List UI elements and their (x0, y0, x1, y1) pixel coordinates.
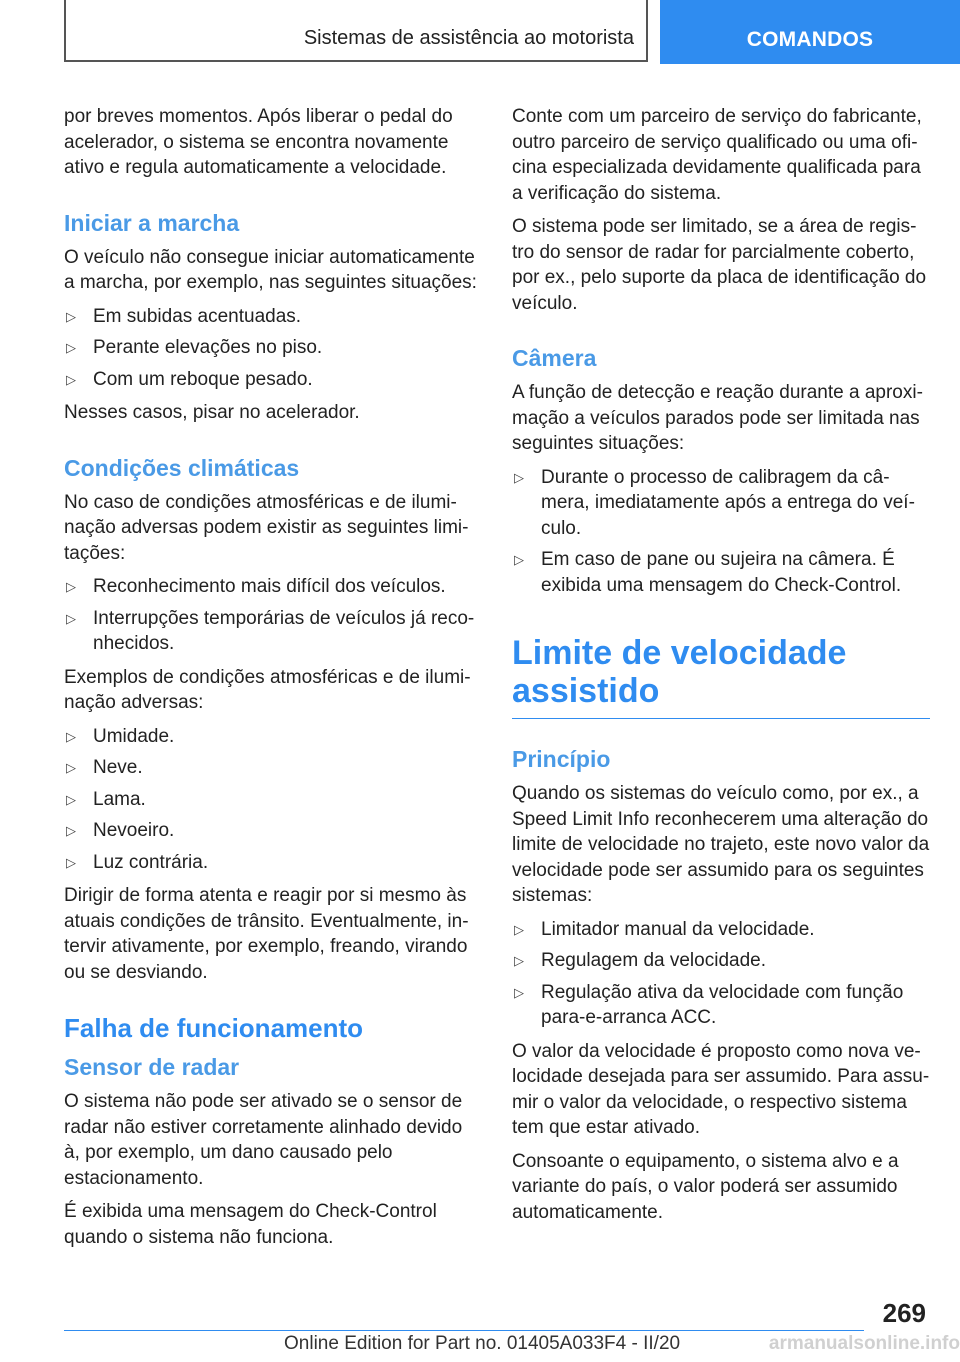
weather-paragraph: No caso de condições atmosféricas e de iluminação adversas podem existir as seguintes limitações: (64, 491, 469, 564)
edition-text: Online Edition for Part no. 01405A033F4 - II/20 (284, 1333, 681, 1354)
radar-note: É exibida uma mensagem do Check-Control quando o sistema não funciona. (64, 1201, 437, 1248)
weather-note: Dirigir de forma atenta e reagir por si mesmo às atuais condições de trânsito. Eventualmente, intervir ativamente, por exemplo, freando, virando ou se desviando. (64, 885, 469, 983)
chapter-label: COMANDOS (746, 28, 874, 51)
left-column (64, 104, 478, 1258)
camera-paragraph: A função de detecção e reação durante a aproximação a veículos parados pode ser limitada nas seguintes situações: (512, 382, 923, 454)
principle-paragraph: Quando os sistemas do veículo como, por ex., a Speed Limit Info reconhecerem uma alteração do limite de velocidade no trajeto, este novo valor da velocidade pode ser assumido para os seguintes sistemas: (512, 783, 930, 906)
malfunction-heading: Falha de funcionamento (64, 1013, 364, 1043)
principle-list (512, 917, 930, 1031)
weather-examples-list (64, 724, 478, 876)
start-paragraph: O veículo não consegue iniciar automaticamente a marcha, por exemplo, nas seguintes situações: (64, 246, 477, 293)
camera-list (512, 465, 930, 599)
radar-paragraph: O sistema não pode ser ativado se o sensor de radar não estiver corretamente alinhado devido à, por exemplo, um dano causado pelo estacionamento. (64, 1091, 463, 1189)
section-title: Sistemas de assistência ao motorista (303, 27, 634, 49)
list-item: ▷ Interrupções temporárias de veículos já reconhecidos. (66, 607, 475, 654)
triangle-bullet-icon: ▷ (66, 823, 76, 838)
speed-limit-heading: Limite de velocidade assistido (512, 634, 930, 719)
list-item: ▷ Luz contrária. (64, 850, 478, 876)
intro-paragraph: por breves momentos. Após liberar o pedal do acelerador, o sistema se encontra novamente ativo e regula automaticamente a velocidade. (64, 106, 453, 178)
triangle-bullet-icon: ▷ (514, 469, 524, 485)
triangle-bullet-icon: ▷ (514, 921, 524, 937)
triangle-bullet-icon: ▷ (66, 791, 76, 807)
service-paragraph: Conte com um parceiro de serviço do fabricante, outro parceiro de serviço qualificado ou uma oficina especializada devidamente qualificada para a verificação do sistema. (512, 106, 922, 204)
start-note: Nesses casos, pisar no acelerador. (64, 402, 360, 423)
watermark-logo: armanualsonline.info (768, 1333, 960, 1354)
limited-paragraph: O sistema pode ser limitado, se a área de registro do sensor de radar for parcialmente coberto, por ex., pelo suporte da placa de identificação do veículo. (512, 216, 927, 314)
triangle-bullet-icon: ▷ (514, 552, 524, 567)
weather-list (64, 574, 478, 657)
radar-heading: Sensor de radar (64, 1054, 240, 1080)
camera-heading: Câmera (512, 345, 597, 371)
list-item: ▷ Regulação ativa da velocidade com função para-e-arranca ACC. (514, 981, 904, 1028)
triangle-bullet-icon: ▷ (66, 340, 76, 355)
triangle-bullet-icon: ▷ (66, 728, 76, 744)
triangle-bullet-icon: ▷ (66, 610, 76, 626)
list-item: ▷ Durante o processo de calibragem da câmera, imediatamente após a entrega do veículo. (514, 466, 915, 539)
list-item: ▷ Com um reboque pesado. (64, 367, 478, 393)
page-header (0, 0, 960, 70)
page-number: 269 (882, 1298, 926, 1328)
triangle-bullet-icon: ▷ (66, 308, 76, 324)
start-heading: Iniciar a marcha (64, 209, 240, 236)
right-column (512, 104, 930, 1233)
list-item: ▷ Reconhecimento mais difícil dos veículos. (64, 574, 478, 600)
list-item: ▷ Umidade. (64, 724, 478, 750)
list-item: ▷ Neve. (64, 755, 478, 781)
weather-examples-paragraph: Exemplos de condições atmosféricas e de iluminação adversas: (64, 666, 471, 713)
list-item: ▷ Em subidas acentuadas. (64, 304, 478, 330)
triangle-bullet-icon: ▷ (514, 953, 524, 968)
triangle-bullet-icon: ▷ (514, 984, 524, 1000)
weather-heading: Condições climáticas (64, 454, 300, 481)
equipment-paragraph: Consoante o equipamento, o sistema alvo e a variante do país, o valor poderá ser assumido automaticamente. (512, 1150, 899, 1223)
chapter-tab (660, 0, 960, 64)
triangle-bullet-icon: ▷ (66, 371, 76, 387)
section-title-box (64, 0, 648, 62)
footer-divider (64, 1330, 864, 1331)
list-item: ▷ Em caso de pane ou sujeira na câmera. É exibida uma mensagem do Check-Control. (514, 549, 902, 596)
list-item: ▷ Lama. (64, 787, 478, 813)
triangle-bullet-icon: ▷ (66, 579, 76, 594)
list-item: ▷ Perante elevações no piso. (64, 335, 478, 361)
principle-heading: Princípio (512, 746, 611, 772)
proposed-paragraph: O valor da velocidade é proposto como nova velocidade desejada para ser assumido. Para assumir o valor da velocidade, o respectivo sistema tem que estar ativado. (512, 1040, 930, 1138)
triangle-bullet-icon: ▷ (66, 760, 76, 775)
list-item: ▷ Regulagem da velocidade. (512, 948, 930, 974)
list-item: ▷ Nevoeiro. (64, 818, 478, 844)
triangle-bullet-icon: ▷ (66, 854, 76, 870)
list-item: ▷ Limitador manual da velocidade. (512, 917, 930, 943)
start-list (64, 304, 478, 393)
